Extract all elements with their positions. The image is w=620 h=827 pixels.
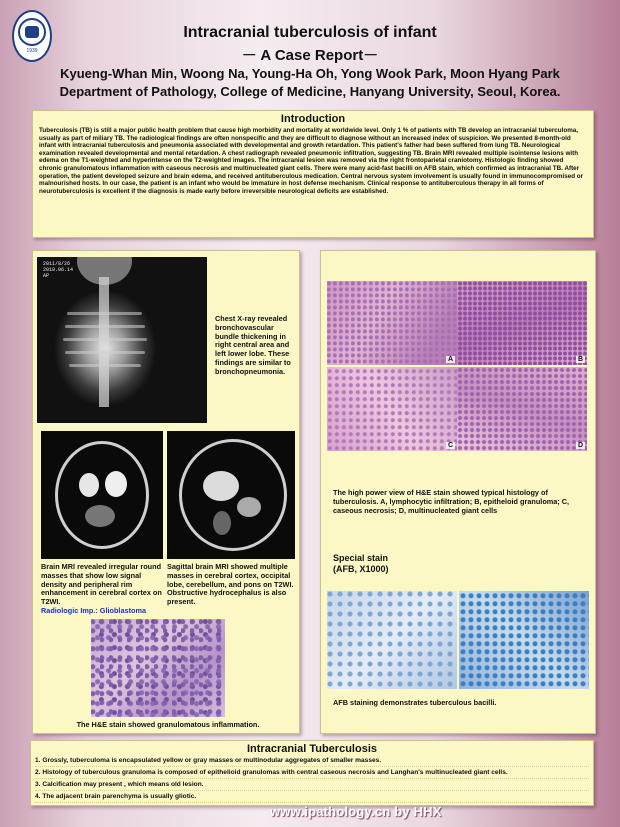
logo-year: 1939 — [26, 48, 38, 54]
histology-label-a: A — [447, 356, 453, 363]
histology-label-b: B — [577, 356, 583, 363]
summary-item: 3. Calcification may present , which means old lesion. — [35, 779, 589, 791]
afb-stain-image-2 — [459, 591, 589, 689]
mri-sagittal-caption: Sagittal brain MRI showed multiple masses in cerebral cortex, occipital lobe, cerebellum, and pons on T2WI. Obstructive hydrocephalus is also present. — [167, 562, 294, 607]
radiologic-impression: Radiologic Imp.: Glioblastoma — [41, 605, 147, 615]
authors: Kyueng-Whan Min, Woong Na, Young-Ha Oh, Yong Wook Park, Moon Hyang Park — [60, 66, 560, 81]
he-stain-caption: The H&E stain showed granulomatous inflammation. — [76, 720, 260, 729]
histology-panel-d — [457, 367, 587, 451]
affiliation: Department of Pathology, College of Medicine, Hanyang University, Seoul, Korea. — [59, 84, 561, 99]
summary-panel — [30, 740, 594, 806]
introduction-panel — [32, 110, 594, 238]
introduction-title: Introduction — [280, 113, 346, 125]
special-stain-title: Special stain (AFB, X1000) — [333, 553, 389, 574]
xray-caption: Chest X-ray revealed bronchovascular bundle thickening in right central area and left lower lobe. These findings are similar to bronchopneumonia. — [215, 314, 291, 376]
chest-xray-image — [37, 257, 207, 423]
xray-overlay-text: 2011/8/26 2010.06.14 AP — [43, 261, 74, 279]
histology-panel-b — [457, 281, 587, 365]
afb-caption: AFB staining demonstrates tuberculous bacilli. — [333, 698, 497, 707]
watermark: www.ipathology.cn by HHX — [270, 804, 442, 819]
summary-item: 1. Grossly, tuberculoma is encapsulated yellow or gray masses or multinodular aggregates of smaller masses. — [35, 755, 589, 767]
summary-item: 2. Histology of tuberculous granuloma is composed of epithelioid granulomas with central caseous necrosis and Langhan's multinucleated giant cells. — [35, 767, 589, 779]
histology-panel-a — [327, 281, 457, 365]
pathology-panel — [320, 250, 596, 734]
poster-title: Intracranial tuberculosis of infant — [183, 24, 437, 41]
histology-label-c: C — [447, 442, 453, 449]
he-stain-low-power-image — [91, 619, 225, 717]
histology-panel-c — [327, 367, 457, 451]
histology-caption: The high power view of H&E stain showed typical histology of tuberculosis. A, lymphocytic infiltration; B, epitheloid granuloma; C, caseous necrosis; D, multinucleated giant cells — [333, 488, 570, 515]
summary-item: 4. The adjacent brain parenchyma is usually gliotic. — [35, 791, 589, 803]
summary-list — [35, 755, 589, 803]
afb-stain-image-1 — [327, 591, 457, 689]
introduction-body: Tuberculosis (TB) is still a major public health problem that cause high morbidity and mortality at worldwide level. Only 1 % of patients with TB develop an intracranial tuberculoma, usually as part of miliary TB. The radiological findings are often nonspecific and they are difficult to diagnose without an increased index of suspicion. We presented 8-month-old infant with intracranial tuberculosis and pneumonia associated with developmental and growth retardation. This patient's father had been suffered from lung TB. Neurological examination revealed developmental and mental retardation. A chest radiograph revealed pneumonic infiltration, suggesting TB. Brain MRI revealed multiple isointense lesions with edema on the T1-weighted and hyperintense on the T2-weighted images. The intracranial lesion was removed via the right frontoparietal craniotomy. Histologic finding showed chronic granulomatous inflammation with caseous necrosis and multinucleated giant cells. There were many acid-fast bacilli on AFB stain, which confirmed as intracranial TB. After operation, the patient developed seizure and brain edema, and received antituberculous medication. Central nervous system involvement is usually found in immunocompromised or malnourished hosts. In our case, the patient is an infant who would be immature in host defense mechanism. Clinical response to antituberculous therapy in all forms of neurotuberculosis is excellent if the diagnosis is made early before irreversible neurological deficits are established. — [39, 127, 584, 195]
summary-title: Intracranial Tuberculosis — [246, 743, 377, 755]
coronal-mri-image — [41, 431, 163, 559]
poster-subtitle: － A Case Report－ — [241, 47, 379, 64]
mri-coronal-caption: Brain MRI revealed irregular round masses that show low signal density and peripheral rim enhancement in cerebral cortex on T2WI. Radiologic Imp.: Glioblastoma — [41, 562, 162, 615]
sagittal-mri-image — [167, 431, 295, 559]
imaging-panel — [32, 250, 300, 734]
histology-label-d: D — [577, 442, 583, 449]
